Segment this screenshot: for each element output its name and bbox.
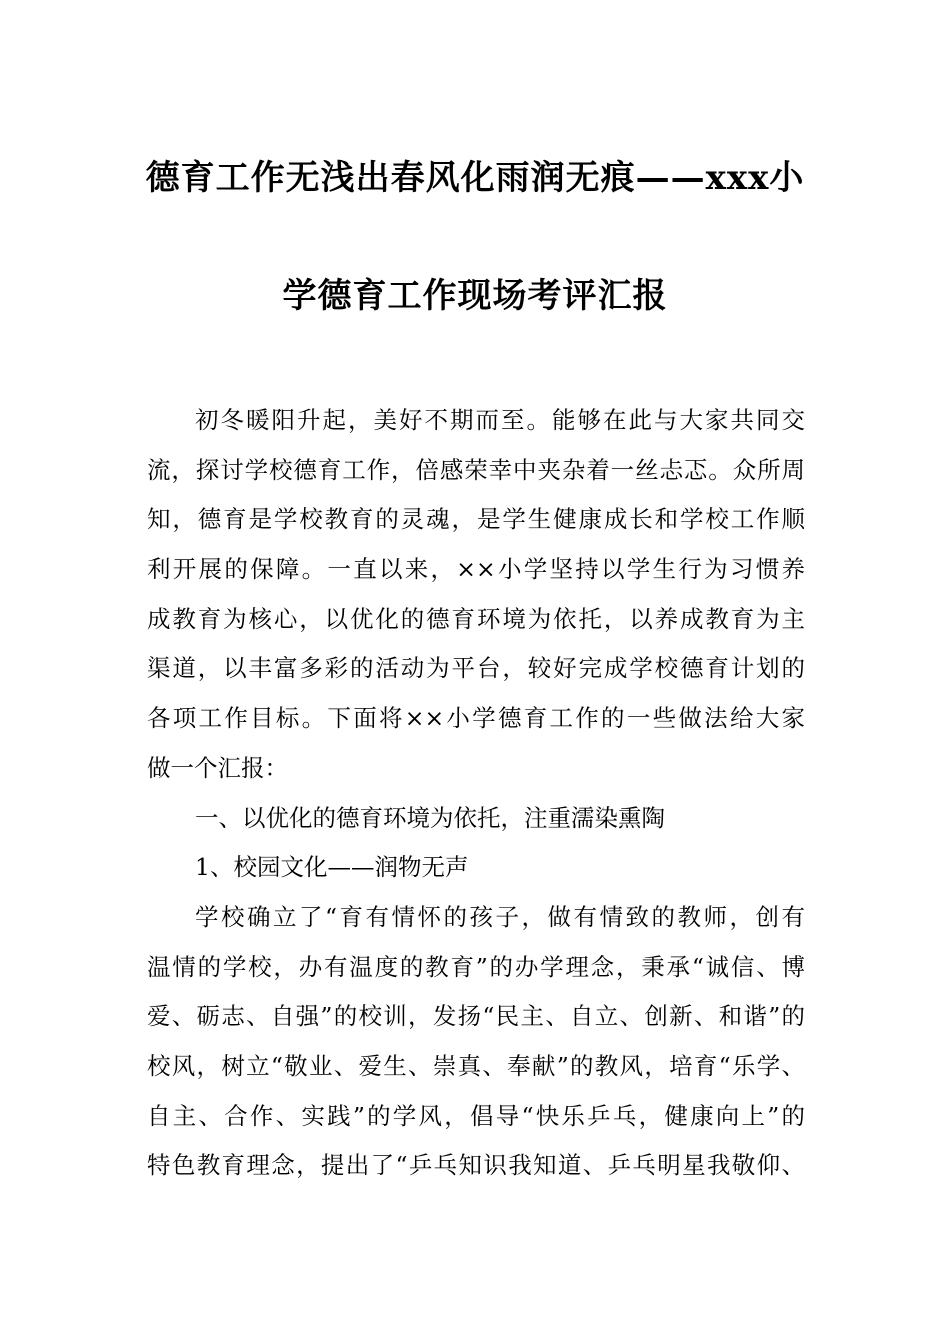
paragraph-line: 校风，树立“敬业、爱生、崇真、奉献”的教风，培育“乐学、 (147, 1051, 805, 1080)
document-title-line-1: 德育工作无浅出春风化雨润无痕——xxx小 (145, 158, 805, 198)
document-title-line-2: 学德育工作现场考评汇报 (282, 276, 668, 316)
paragraph-line: 做一个汇报： (147, 753, 288, 782)
paragraph-line: 初冬暖阳升起，美好不期而至。能够在此与大家共同交 (195, 406, 805, 434)
paragraph-line: 温情的学校，办有温度的教育”的办学理念，秉承“诚信、博 (147, 952, 805, 981)
paragraph-line: 学校确立了“育有情怀的孩子，做有情致的教师，创有 (195, 902, 805, 931)
paragraph-line: 渠道，以丰富多彩的活动为平台，较好完成学校德育计划的 (147, 654, 805, 683)
paragraph-line: 成教育为核心，以优化的德育环境为依托，以养成教育为主 (147, 604, 805, 633)
document-body (147, 395, 805, 1190)
subsection-heading: 1、校园文化——润物无声 (195, 853, 469, 882)
section-heading: 一、以优化的德育环境为依托，注重濡染熏陶 (195, 803, 665, 832)
paragraph-line: 自主、合作、实践”的学风，倡导“快乐乒乓，健康向上”的 (147, 1101, 805, 1130)
paragraph-line: 流，探讨学校德育工作，倍感荣幸中夹杂着一丝忐忑。众所周 (147, 455, 805, 484)
paragraph-line: 特色教育理念，提出了“乒乓知识我知道、乒乓明星我敬仰、 (147, 1151, 805, 1180)
paragraph-line: 知，德育是学校教育的灵魂，是学生健康成长和学校工作顺 (147, 505, 805, 534)
paragraph-line: 各项工作目标。下面将××小学德育工作的一些做法给大家 (147, 704, 805, 733)
paragraph-line: 利开展的保障。一直以来，××小学坚持以学生行为习惯养 (147, 555, 805, 584)
paragraph-line: 爱、砺志、自强”的校训，发扬“民主、自立、创新、和谐”的 (147, 1002, 805, 1031)
